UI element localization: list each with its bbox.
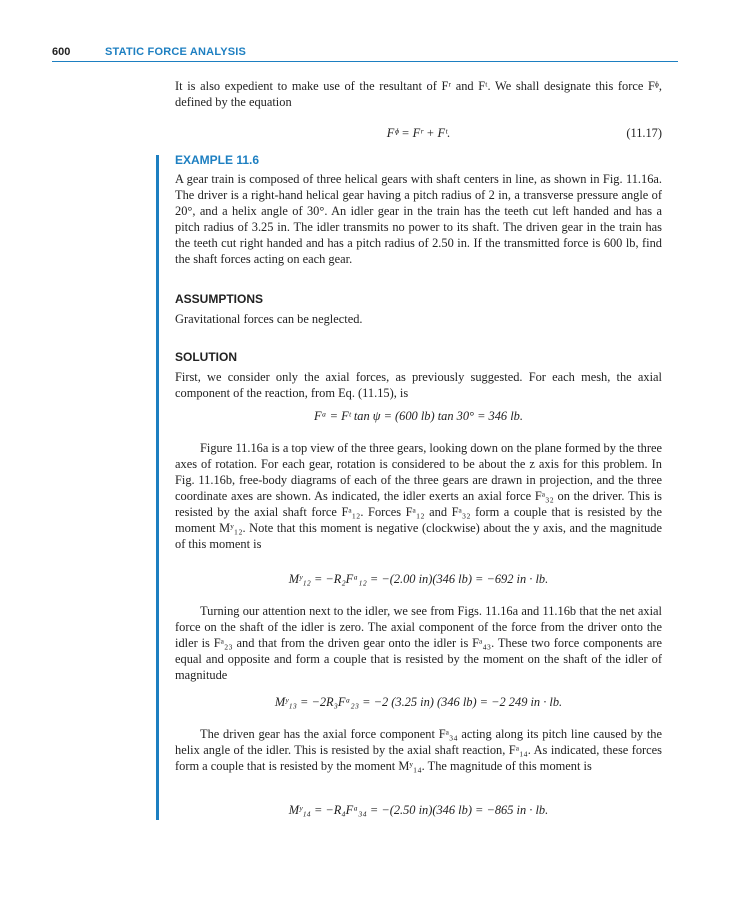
solution-heading: SOLUTION (175, 350, 237, 364)
assumptions-heading: ASSUMPTIONS (175, 292, 264, 306)
section-title: STATIC FORCE ANALYSIS (105, 46, 247, 58)
example-statement: A gear train is composed of three helical gears with shaft centers in line, as shown in Fig. 11.16a. The driver is a right-hand helical gear having a pitch radius of 2 in, a transverse pressure angle of 20°, and a helix angle of 30°. An idler gear in the train has the teeth cut left handed and has a pitch radius of 3.25 in. The idler transmits no power to its shaft. The driven gear in the train has the teeth cut right handed and has a pitch radius of 2.50 in. If the transmitted force is 600 lb, find the shaft forces acting on each gear. (175, 172, 662, 266)
header-rule (52, 61, 678, 62)
equation-text: Mʸ₁₄ = −R₄Fᵃ₃₄ = −(2.50 in)(346 lb) = −865 in · lb. (288, 803, 549, 817)
equation-moment-13 (175, 695, 662, 713)
equation-text: Mʸ₁₂ = −R₂Fᵃ₁₂ = −(2.00 in)(346 lb) = −692 in · lb. (288, 572, 549, 586)
equation-number: (11.17) (626, 126, 662, 140)
example-heading: EXAMPLE 11.6 (175, 153, 260, 167)
assumptions-text: Gravitational forces can be neglected. (175, 312, 363, 326)
example-side-bar (156, 155, 159, 820)
equation-moment-14 (175, 803, 662, 821)
equation-axial-force (175, 409, 662, 427)
page-number: 600 (52, 46, 71, 58)
equation-11-17 (175, 126, 662, 144)
solution-paragraph-2: Figure 11.16a is a top view of the three gears, looking down on the plane formed by the three axes of rotation. For each gear, rotation is considered to be about the z axis for this problem. In Fig. 11.16b, free-body diagrams of each of the three gears are drawn in projection, and the three coordinate axes are shown. As indicated, the idler exerts an axial force Fᵃ₃₂ on the driver. This is resisted by the axial shaft force Fᵃ₁₂. Forces Fᵃ₁₂ and Fᵃ₃₂ form a couple that is resisted by the moment Mʸ₁₂. Note that this moment is negative (clockwise) about the y axis, and the magnitude of this moment is (175, 441, 662, 551)
intro-paragraph: It is also expedient to make use of the resultant of Fʳ and Fᵗ. We shall designate this force Fᶲ, defined by the equation (175, 79, 662, 109)
equation-text: Fᶲ = Fʳ + Fᵗ. (386, 126, 451, 140)
equation-moment-12 (175, 572, 662, 590)
equation-text: Fᵃ = Fᵗ tan ψ = (600 lb) tan 30° = 346 lb. (314, 409, 523, 423)
equation-text: Mʸ₁₃ = −2R₃Fᵃ₂₃ = −2 (3.25 in) (346 lb) = −2 249 in · lb. (274, 695, 563, 709)
running-header (52, 44, 678, 62)
solution-paragraph-3: Turning our attention next to the idler, we see from Figs. 11.16a and 11.16b that the net axial force on the shaft of the idler is zero. The axial component of the force from the driver onto the idler is Fᵃ₂₃ and that from the driven gear onto the idler is Fᵃ₄₃. These two force components are equal and opposite and form a couple that is resisted by the moment on the shaft of the idler of magnitude (175, 604, 662, 682)
solution-paragraph-4: The driven gear has the axial force component Fᵃ₃₄ acting along its pitch line caused by the helix angle of the idler. This is resisted by the axial shaft reaction, Fᵃ₁₄. As indicated, these forces form a couple that is resisted by the moment Mʸ₁₄. The magnitude of this moment is (175, 727, 662, 773)
solution-paragraph-1: First, we consider only the axial forces, as previously suggested. For each mesh, the axial component of the reaction, from Eq. (11.15), is (175, 370, 662, 400)
